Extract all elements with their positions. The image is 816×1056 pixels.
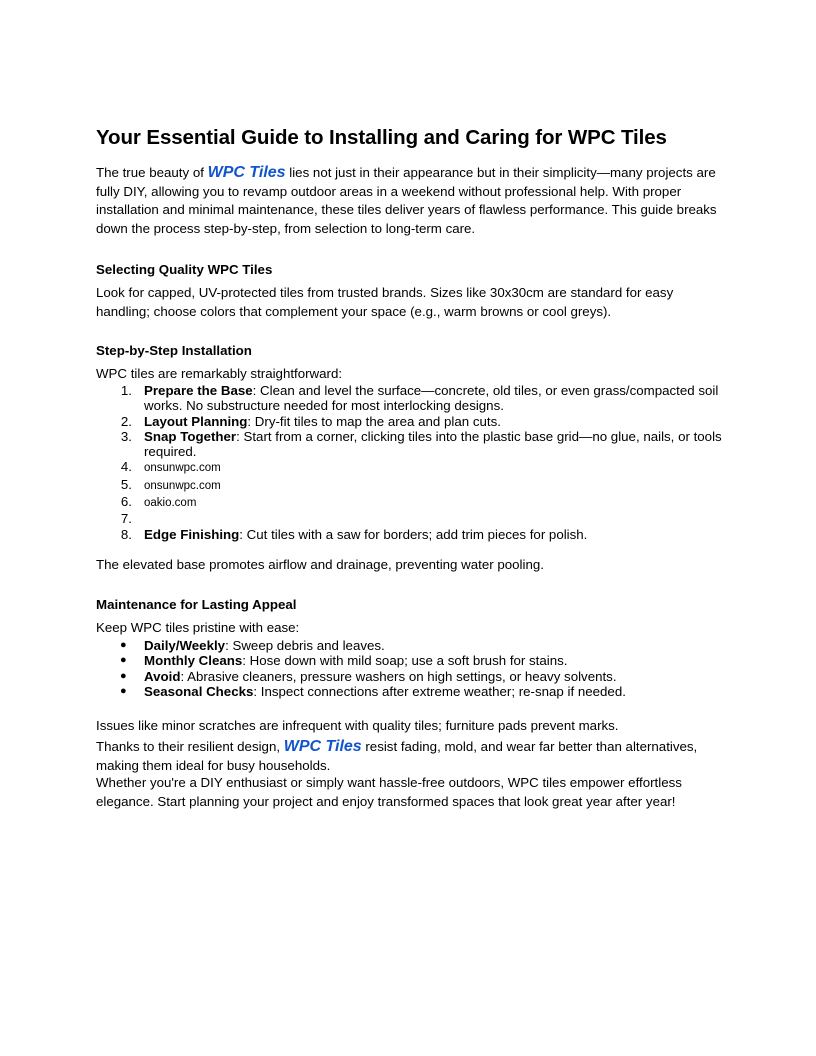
intro-text-start: The true beauty of: [96, 165, 208, 180]
closing-paragraph-1: Issues like minor scratches are infrequent with quality tiles; furniture pads prevent marks.: [96, 718, 619, 733]
installation-lead: WPC tiles are remarkably straightforward:: [96, 366, 343, 381]
closing-paragraph-2: Thanks to their resilient design, WPC Tiles resist fading, mold, and wear far better than alternatives, making them ideal for busy households.: [96, 738, 698, 773]
intro-text-rest: lies not just in their appearance but in their simplicity—many projects are fully DIY, allowing you to revamp outdoor areas in a weekend without professional help. With proper installation and minimal maintenance, these tiles deliver years of flawless performance. This guide breaks down the process step-by-step, from selection to long-term care.: [96, 165, 717, 236]
intro-paragraph: [96, 164, 724, 238]
list-item: ● Daily/Weekly: Sweep debris and leaves.: [120, 638, 385, 653]
installation-steps-list: [96, 383, 724, 542]
list-item: 4 . onsunwpc.com: [96, 459, 724, 476]
wpc-tiles-link[interactable]: WPC Tiles: [207, 164, 286, 181]
list-item: ● Seasonal Checks: Inspect connections after extreme weather; re-snap if needed.: [120, 683, 626, 699]
closing-paragraph-3: Whether you're a DIY enthusiast or simply want hassle-free outdoors, WPC tiles empower effortless elegance. Start planning your project and enjoy transformed spaces that look great year after year!: [96, 775, 682, 809]
source-link[interactable]: onsunwpc.com: [144, 462, 221, 475]
source-link[interactable]: onsunwpc.com: [144, 479, 221, 492]
section-heading-installation: Step-by-Step Installation: [96, 343, 252, 358]
list-item: 7 .: [96, 511, 724, 526]
bullet-icon: ●: [120, 684, 127, 697]
section-heading-maintenance: Maintenance for Lasting Appeal: [96, 597, 297, 612]
wpc-tiles-link[interactable]: WPC Tiles: [283, 738, 362, 755]
bullet-icon: ●: [120, 654, 127, 667]
list-item: ● Monthly Cleans: Hose down with mild soap; use a soft brush for stains.: [120, 653, 568, 669]
maintenance-list: [96, 638, 724, 699]
installation-after: The elevated base promotes airflow and drainage, preventing water pooling.: [96, 557, 544, 572]
bullet-icon: ●: [120, 669, 127, 682]
source-link[interactable]: oakio.com: [144, 497, 197, 510]
list-item: 1 . Prepare the Base: Clean and level the surface—concrete, old tiles, or even grass/compacted soil works. No substructure needed for most interlocking designs.: [96, 383, 724, 414]
list-item: 3 . Snap Together: Start from a corner, clicking tiles into the plastic base grid—no glue, nails, or tools required.: [96, 429, 724, 460]
page-title: Your Essential Guide to Installing and Caring for WPC Tiles: [96, 126, 667, 149]
bullet-icon: ●: [120, 639, 127, 651]
list-item: ● Avoid: Abrasive cleaners, pressure washers on high settings, or heavy solvents.: [120, 668, 617, 684]
section-body-selecting: Look for capped, UV-protected tiles from trusted brands. Sizes like 30x30cm are standard for easy handling; choose colors that complement your space (e.g., warm browns or cool greys).: [96, 285, 674, 319]
list-item: 5 . onsunwpc.com: [96, 477, 724, 494]
list-item: 6 . oakio.com: [96, 494, 724, 511]
maintenance-lead: Keep WPC tiles pristine with ease:: [96, 620, 300, 635]
section-heading-selecting: Selecting Quality WPC Tiles: [96, 262, 273, 277]
list-item: 8 . Edge Finishing: Cut tiles with a saw for borders; add trim pieces for polish.: [96, 527, 724, 542]
list-item: 2 . Layout Planning: Dry-fit tiles to map the area and plan cuts.: [96, 414, 724, 429]
